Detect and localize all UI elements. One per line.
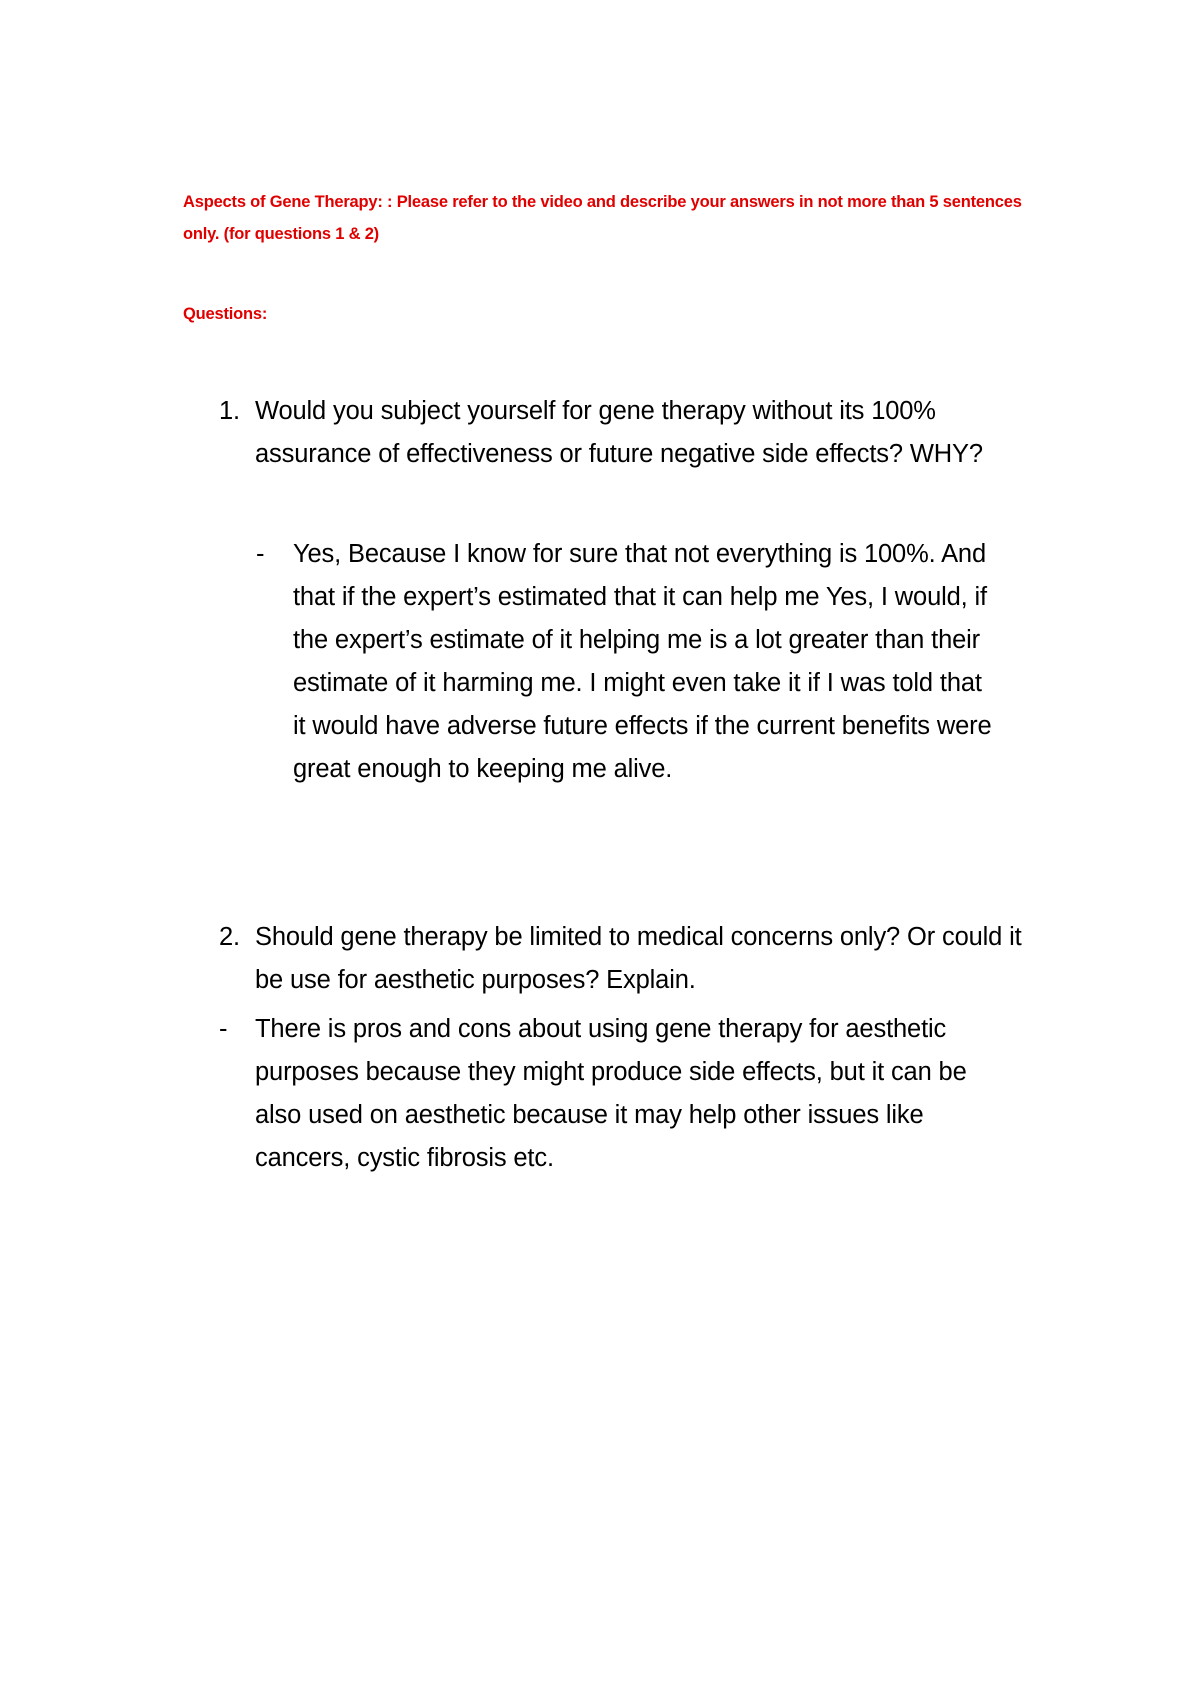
answer-2 xyxy=(219,1008,1019,1180)
question-2 xyxy=(219,916,1039,1002)
question-1-number: 1. xyxy=(219,397,240,425)
question-2-number: 2. xyxy=(219,923,240,951)
answer-1-marker: - xyxy=(256,540,265,568)
instructions-text: Aspects of Gene Therapy: : Please refer to the video and describe your answers in not more than 5 sentences only. (for questions 1 & 2) xyxy=(183,193,1022,243)
question-1-text: Would you subject yourself for gene therapy without its 100% assurance of effectiveness or future negative side effects? WHY? xyxy=(255,397,983,468)
answer-1-text: Yes, Because I know for sure that not everything is 100%. And that if the expert’s estimated that it can help me Yes, I would, if the expert’s estimate of it helping me is a lot greater than their estimate of it harming me. I might even take it if I was told that it would have adverse future effects if the current benefits were great enough to keeping me alive. xyxy=(293,540,992,783)
questions-label: Questions: xyxy=(183,305,268,323)
answer-1 xyxy=(256,533,996,791)
answer-2-marker: - xyxy=(219,1015,228,1043)
question-2-text: Should gene therapy be limited to medical concerns only? Or could it be use for aesthetic purposes? Explain. xyxy=(255,923,1022,994)
question-1 xyxy=(219,390,1019,476)
answer-2-text: There is pros and cons about using gene therapy for aesthetic purposes because they might produce side effects, but it can be also used on aesthetic because it may help other issues like cancers, cystic fibrosis etc. xyxy=(255,1015,967,1172)
